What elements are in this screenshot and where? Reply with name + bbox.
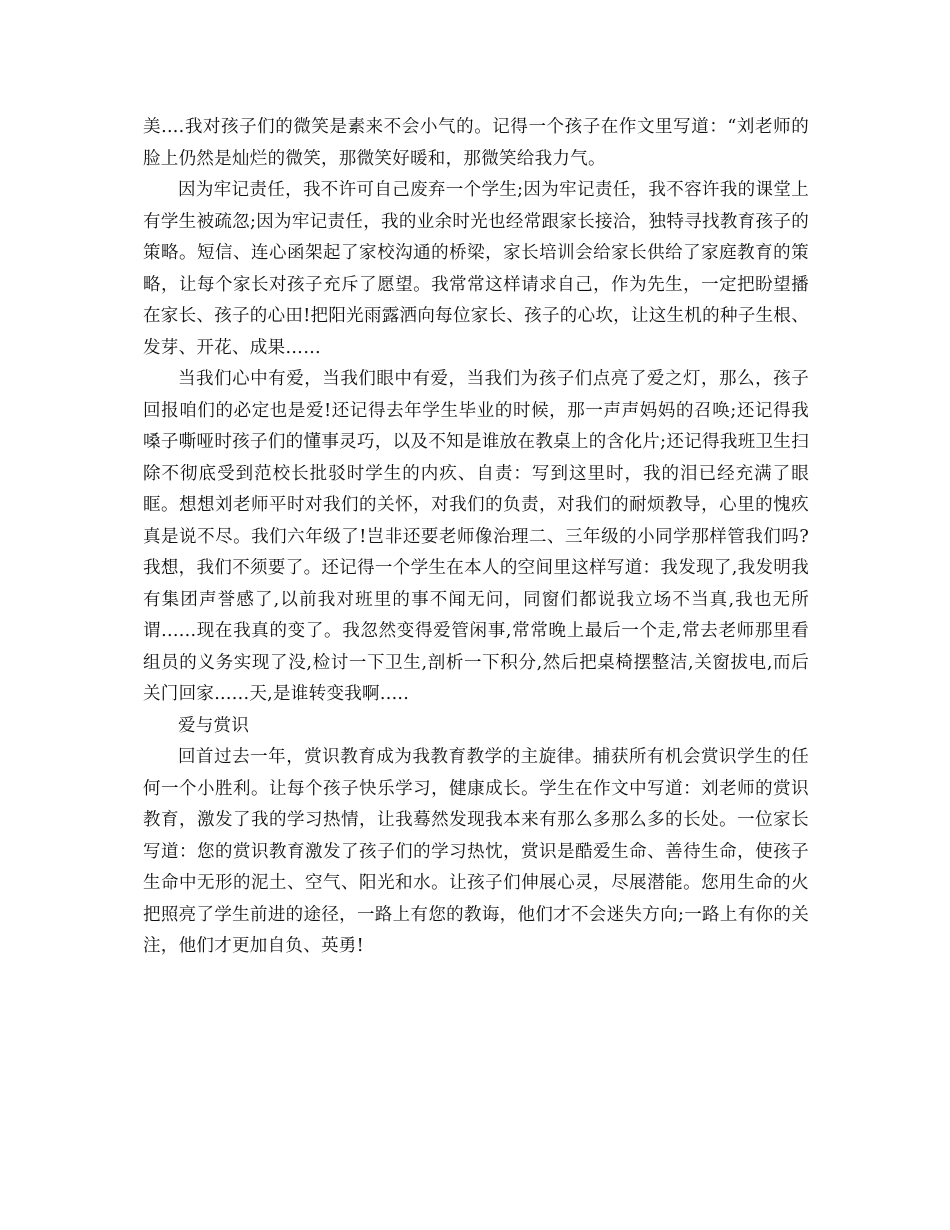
paragraph-appreciation: 回首过去一年，赏识教育成为我教育教学的主旋律。捕获所有机会赏识学生的任何一个小胜利。让每个孩子快乐学习，健康成长。学生在作文中写道：刘老师的赏识教育，激发了我的学习热情，让我蓦然发现我本来有那么多那么多的长处。一位家长写道：您的赏识教育激发了孩子们的学习热忱，赏识是酷爱生命、善待生命，使孩子生命中无形的泥土、空气、阳光和水。让孩子们伸展心灵，尽展潜能。您用生命的火把照亮了学生前进的途径，一路上有您的教诲，他们才不会迷失方向;一路上有你的关注，他们才更加自负、英勇!	[143, 747, 809, 956]
paragraph-responsibility: 因为牢记责任，我不许可自己废弃一个学生;因为牢记责任，我不容许我的课堂上有学生被疏忽;因为牢记责任，我的业余时光也经常跟家长接洽，独特寻找教育孩子的策略。短信、连心函架起了家校沟通的桥梁，家长培训会给家长供给了家庭教育的策略，让每个家长对孩子充斥了愿望。我常常这样请求自己，作为先生，一定把盼望播在家长、孩子的心田!把阳光雨露洒向每位家长、孩子的心坎，让这生机的种子生根、发芽、开花、成果……	[143, 180, 809, 358]
section-heading-love-and-appreciation: 爱与赏识	[178, 715, 250, 736]
paragraph-continuation: 美....我对孩子们的微笑是素来不会小气的。记得一个孩子在作文里写道：“刘老师的脸上仍然是灿烂的微笑，那微笑好暖和，那微笑给我力气。	[143, 117, 809, 169]
paragraph-love: 当我们心中有爱，当我们眼中有爱，当我们为孩子们点亮了爱之灯，那么，孩子回报咱们的必定也是爱!还记得去年学生毕业的时候，那一声声妈妈的召唤;还记得我嗓子嘶哑时孩子们的懂事灵巧，以及不知是谁放在教桌上的含化片;还记得我班卫生扫除不彻底受到范校长批驳时学生的内疚、自责：写到这里时，我的泪已经充满了眼眶。想想刘老师平时对我们的关怀，对我们的负责，对我们的耐烦教导，心里的愧疚真是说不尽。我们六年级了!岂非还要老师像治理二、三年级的小同学那样管我们吗?我想，我们不须要了。还记得一个学生在本人的空间里这样写道：我发现了,我发明我有集团声誉感了,以前我对班里的事不闻无问，同窗们都说我立场不当真,我也无所谓......现在我真的变了。我忽然变得爱管闲事,常常晚上最后一个走,常去老师那里看组员的义务实现了没,检讨一下卫生,剖析一下积分,然后把桌椅摆整洁,关窗拔电,而后关门回家......天,是谁转变我啊.....	[143, 369, 809, 704]
document-body	[143, 112, 809, 963]
